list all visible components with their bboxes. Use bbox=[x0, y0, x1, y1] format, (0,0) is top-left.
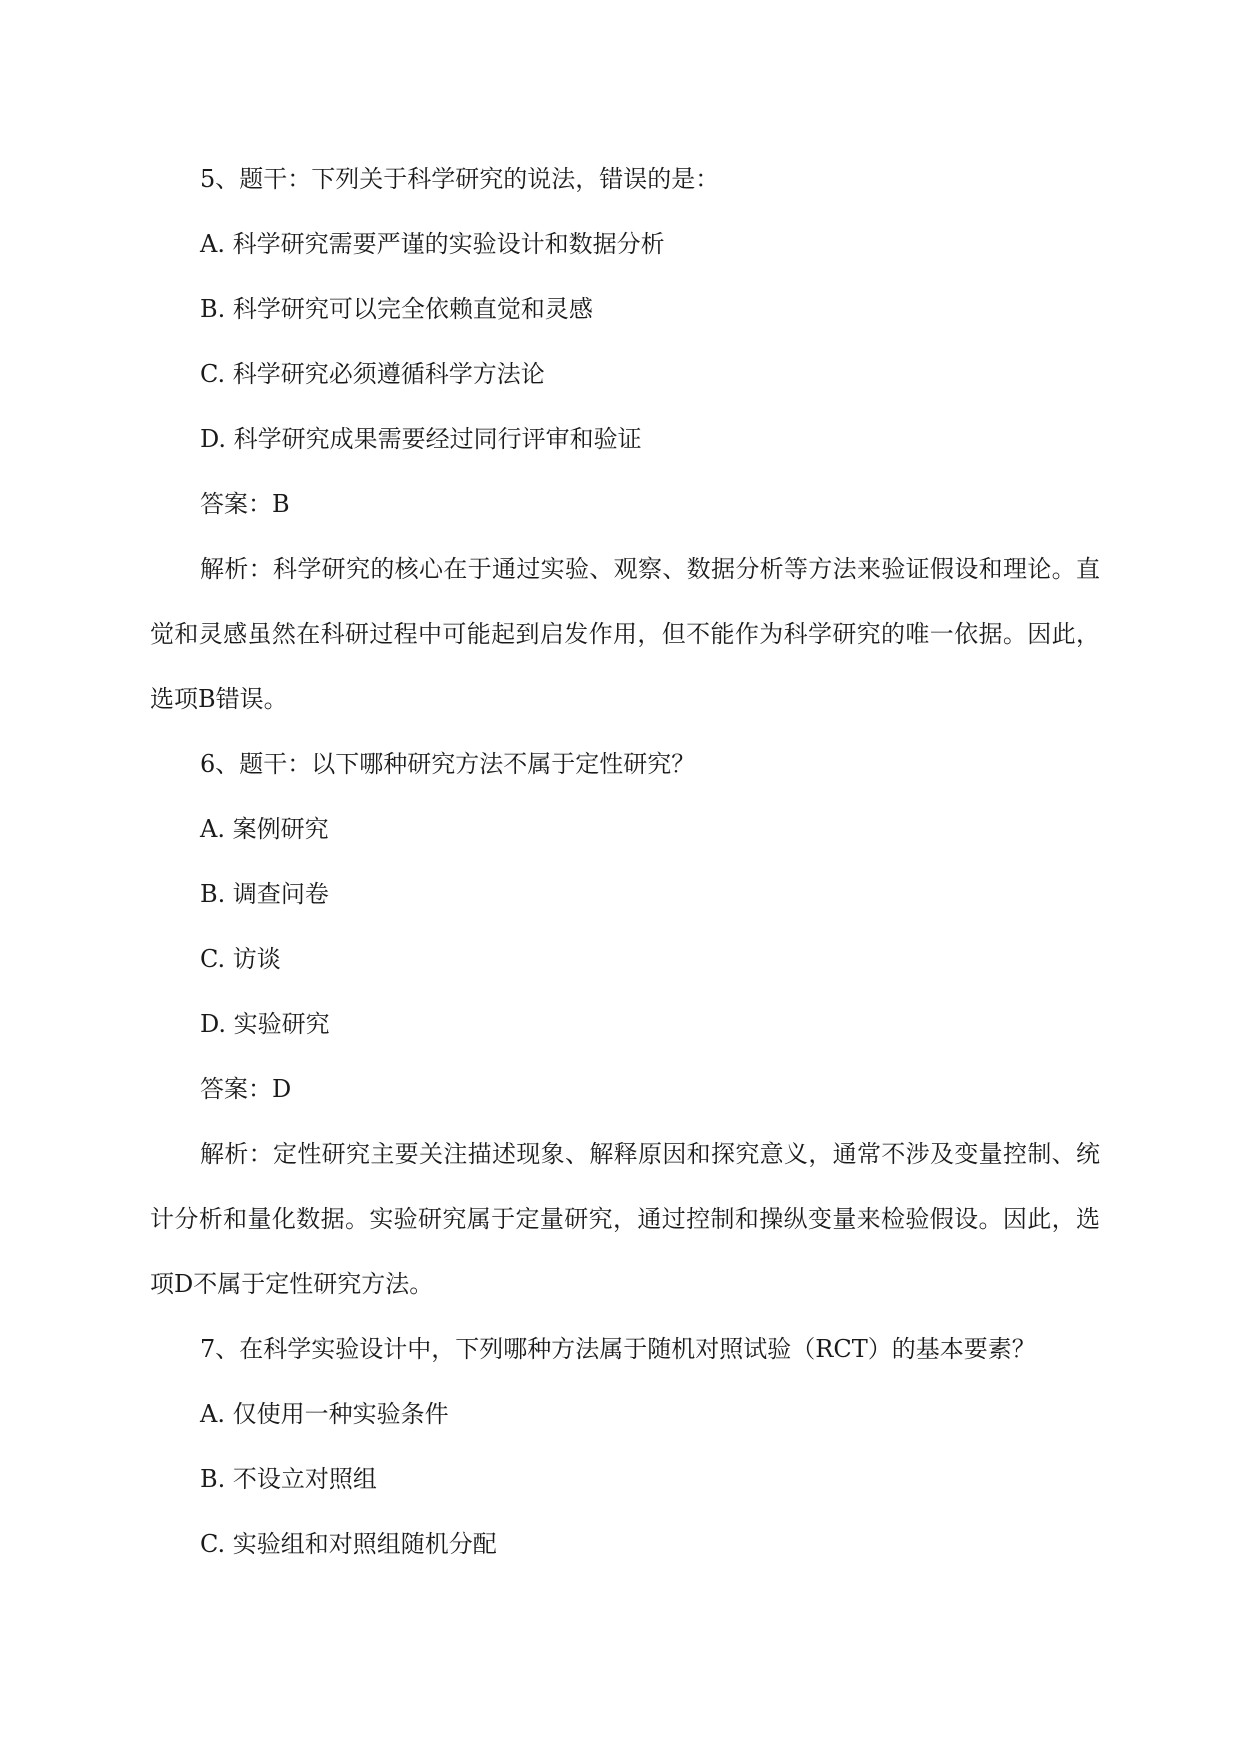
question-6-stem: 6、题干：以下哪种研究方法不属于定性研究？ bbox=[200, 750, 696, 778]
question-6-option-c: C. 访谈 bbox=[200, 945, 281, 973]
question-5-analysis: 解析：科学研究的核心在于通过实验、观察、数据分析等方法来验证假设和理论。直觉和灵感虽然在科研过程中可能起到启发作用，但不能作为科学研究的唯一依据。因此，选项B错误。 bbox=[150, 555, 1100, 713]
question-6-option-d: D. 实验研究 bbox=[200, 1010, 330, 1038]
question-7-stem: 7、在科学实验设计中，下列哪种方法属于随机对照试验（RCT）的基本要素？ bbox=[200, 1335, 1036, 1363]
question-5-option-d: D. 科学研究成果需要经过同行评审和验证 bbox=[200, 425, 642, 453]
question-7-option-a: A. 仅使用一种实验条件 bbox=[200, 1400, 449, 1428]
question-5-option-b: B. 科学研究可以完全依赖直觉和灵感 bbox=[200, 295, 593, 323]
question-7-option-c: C. 实验组和对照组随机分配 bbox=[200, 1530, 497, 1558]
page-content bbox=[150, 147, 1100, 1577]
question-5-option-c: C. 科学研究必须遵循科学方法论 bbox=[200, 360, 545, 388]
question-6-option-a: A. 案例研究 bbox=[200, 815, 329, 843]
question-7-option-b: B. 不设立对照组 bbox=[200, 1465, 377, 1493]
question-6-option-b: B. 调查问卷 bbox=[200, 880, 329, 908]
question-6-answer: 答案：D bbox=[200, 1075, 292, 1103]
question-5-option-a: A. 科学研究需要严谨的实验设计和数据分析 bbox=[200, 230, 665, 258]
question-6-analysis: 解析：定性研究主要关注描述现象、解释原因和探究意义，通常不涉及变量控制、统计分析和量化数据。实验研究属于定量研究，通过控制和操纵变量来检验假设。因此，选项D不属于定性研究方法。 bbox=[150, 1140, 1100, 1298]
question-5-stem: 5、题干：下列关于科学研究的说法，错误的是： bbox=[200, 165, 720, 193]
question-5-answer: 答案：B bbox=[200, 490, 290, 518]
